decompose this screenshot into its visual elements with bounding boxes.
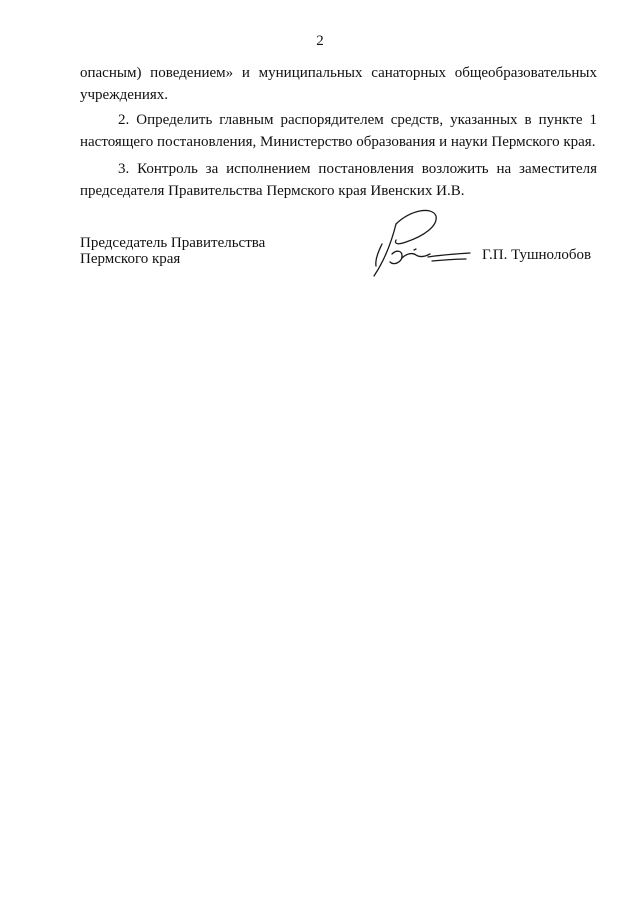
paragraph-continuation: опасным) поведением» и муниципальных санаторных общеобразовательных учреждениях. xyxy=(80,65,597,103)
signer-name: Г.П. Тушнолобов xyxy=(482,247,592,263)
signatory-title xyxy=(80,235,265,267)
signatory-title-line-1: Председатель Правительства xyxy=(80,235,266,251)
page-number: 2 xyxy=(316,33,324,49)
handwritten-signature xyxy=(366,200,476,280)
paragraph-item-3: 3. Контроль за исполнением постановления возложить на заместителя председателя Правительства Пермского края Ивенских И.В. xyxy=(80,161,597,199)
signatory-title-line-2: Пермского края xyxy=(80,251,181,267)
document-body xyxy=(80,62,597,207)
paragraph-item-2: 2. Определить главным распорядителем средств, указанных в пункте 1 настоящего постановления, Министерство образования и науки Пермского края. xyxy=(80,112,597,150)
